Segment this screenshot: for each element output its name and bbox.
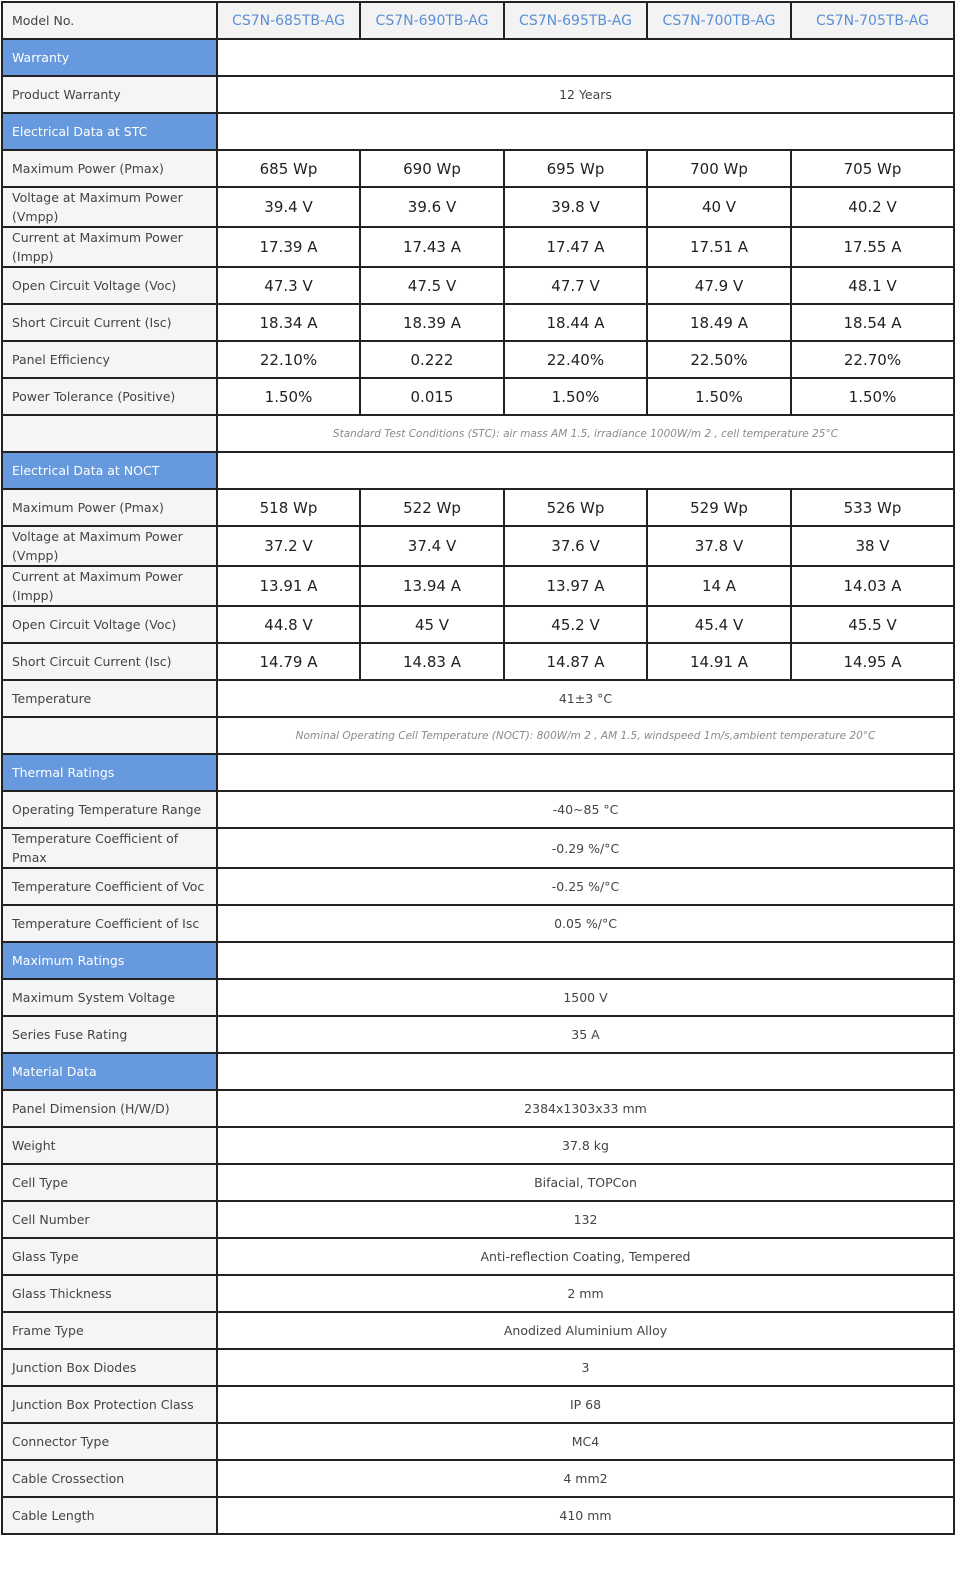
spec-value: 14.79 A	[217, 643, 360, 680]
section-header-row	[2, 452, 954, 489]
spec-value: 37.6 V	[504, 526, 647, 566]
model-name: CS7N-695TB-AG	[504, 2, 647, 39]
section-header-row	[2, 113, 954, 150]
spec-value: 12 Years	[217, 76, 954, 113]
spec-label: Temperature Coefficient of Voc	[2, 868, 217, 905]
spec-value: 14.91 A	[647, 643, 791, 680]
spec-label: Cable Crossection	[2, 1460, 217, 1497]
spec-value: 47.3 V	[217, 267, 360, 304]
spec-row	[2, 680, 954, 717]
spec-row	[2, 150, 954, 187]
spec-value: 14.83 A	[360, 643, 504, 680]
spec-value: 4 mm2	[217, 1460, 954, 1497]
spec-row	[2, 1312, 954, 1349]
spec-label: Maximum Power (Pmax)	[2, 150, 217, 187]
spec-value: 14.03 A	[791, 566, 954, 606]
spec-value: 47.5 V	[360, 267, 504, 304]
stc-note: Standard Test Conditions (STC): air mass AM 1.5, irradiance 1000W/m 2 , cell temperature 25°C	[217, 415, 954, 452]
spec-row	[2, 267, 954, 304]
spec-row	[2, 1127, 954, 1164]
section-header-row	[2, 1053, 954, 1090]
model-header-row	[2, 2, 954, 39]
spec-row	[2, 1016, 954, 1053]
spec-row	[2, 1275, 954, 1312]
spec-value: 17.43 A	[360, 227, 504, 267]
model-no-label: Model No.	[2, 2, 217, 39]
spec-row	[2, 868, 954, 905]
spec-label: Open Circuit Voltage (Voc)	[2, 606, 217, 643]
spec-value: 695 Wp	[504, 150, 647, 187]
spec-value: 45.2 V	[504, 606, 647, 643]
spec-row	[2, 1238, 954, 1275]
spec-label: Panel Efficiency	[2, 341, 217, 378]
spec-row	[2, 905, 954, 942]
spec-row	[2, 1423, 954, 1460]
spec-label: Frame Type	[2, 1312, 217, 1349]
spec-value: 18.49 A	[647, 304, 791, 341]
spec-value: 14.95 A	[791, 643, 954, 680]
spec-value: 47.7 V	[504, 267, 647, 304]
section-title-stc: Electrical Data at STC	[2, 113, 217, 150]
spec-value: -0.25 %/°C	[217, 868, 954, 905]
spec-label: Connector Type	[2, 1423, 217, 1460]
section-title-thermal: Thermal Ratings	[2, 754, 217, 791]
spec-value: 40 V	[647, 187, 791, 227]
spec-label: Temperature Coefficient of Pmax	[2, 828, 217, 868]
model-name: CS7N-700TB-AG	[647, 2, 791, 39]
spec-row	[2, 566, 954, 606]
spec-row	[2, 828, 954, 868]
spec-value: 13.91 A	[217, 566, 360, 606]
spec-row	[2, 489, 954, 526]
spec-value: 40.2 V	[791, 187, 954, 227]
spec-label: Temperature Coefficient of Isc	[2, 905, 217, 942]
spec-row	[2, 341, 954, 378]
spec-value: 685 Wp	[217, 150, 360, 187]
spec-label: Glass Type	[2, 1238, 217, 1275]
spec-label: Panel Dimension (H/W/D)	[2, 1090, 217, 1127]
spec-value: 13.97 A	[504, 566, 647, 606]
spec-value: 39.6 V	[360, 187, 504, 227]
spec-row	[2, 979, 954, 1016]
spec-value: -0.29 %/°C	[217, 828, 954, 868]
spec-value: 44.8 V	[217, 606, 360, 643]
spec-value: 39.8 V	[504, 187, 647, 227]
spec-label: Current at Maximum Power (Impp)	[2, 566, 217, 606]
spec-value: Bifacial, TOPCon	[217, 1164, 954, 1201]
spec-value: 529 Wp	[647, 489, 791, 526]
section-title-material: Material Data	[2, 1053, 217, 1090]
spec-value: 410 mm	[217, 1497, 954, 1534]
spec-value: Anti-reflection Coating, Tempered	[217, 1238, 954, 1275]
spec-value: 690 Wp	[360, 150, 504, 187]
spec-row	[2, 606, 954, 643]
spec-value: 1.50%	[504, 378, 647, 415]
spec-value: 1500 V	[217, 979, 954, 1016]
spec-row	[2, 187, 954, 227]
model-name: CS7N-690TB-AG	[360, 2, 504, 39]
spec-label: Power Tolerance (Positive)	[2, 378, 217, 415]
spec-value: 13.94 A	[360, 566, 504, 606]
spec-label: Glass Thickness	[2, 1275, 217, 1312]
spec-value: 37.4 V	[360, 526, 504, 566]
spec-table	[1, 1, 955, 1535]
spec-label: Junction Box Diodes	[2, 1349, 217, 1386]
spec-value: 39.4 V	[217, 187, 360, 227]
spec-value: MC4	[217, 1423, 954, 1460]
spec-value: 18.54 A	[791, 304, 954, 341]
spec-label: Product Warranty	[2, 76, 217, 113]
spec-label: Weight	[2, 1127, 217, 1164]
spec-label: Short Circuit Current (Isc)	[2, 304, 217, 341]
spec-value: Anodized Aluminium Alloy	[217, 1312, 954, 1349]
spec-row	[2, 1201, 954, 1238]
spec-value: 14.87 A	[504, 643, 647, 680]
spec-label: Series Fuse Rating	[2, 1016, 217, 1053]
spec-label: Voltage at Maximum Power (Vmpp)	[2, 187, 217, 227]
spec-value: 17.55 A	[791, 227, 954, 267]
spec-value: 22.50%	[647, 341, 791, 378]
spec-value: 17.47 A	[504, 227, 647, 267]
spec-label: Temperature	[2, 680, 217, 717]
note-row	[2, 415, 954, 452]
spec-value: 47.9 V	[647, 267, 791, 304]
section-title-noct: Electrical Data at NOCT	[2, 452, 217, 489]
spec-value: 14 A	[647, 566, 791, 606]
spec-value: 35 A	[217, 1016, 954, 1053]
spec-value: 18.44 A	[504, 304, 647, 341]
section-header-row	[2, 754, 954, 791]
spec-value: 0.015	[360, 378, 504, 415]
spec-label: Voltage at Maximum Power (Vmpp)	[2, 526, 217, 566]
spec-row	[2, 304, 954, 341]
spec-value: 22.40%	[504, 341, 647, 378]
spec-value: 22.10%	[217, 341, 360, 378]
spec-row	[2, 1386, 954, 1423]
section-header-row	[2, 39, 954, 76]
spec-value: 17.51 A	[647, 227, 791, 267]
spec-label: Cell Type	[2, 1164, 217, 1201]
spec-value: 45.4 V	[647, 606, 791, 643]
spec-row	[2, 643, 954, 680]
spec-row	[2, 1090, 954, 1127]
section-title-warranty: Warranty	[2, 39, 217, 76]
spec-label: Open Circuit Voltage (Voc)	[2, 267, 217, 304]
spec-row	[2, 1497, 954, 1534]
spec-label: Maximum System Voltage	[2, 979, 217, 1016]
section-header-row	[2, 942, 954, 979]
spec-value: 18.34 A	[217, 304, 360, 341]
spec-value: 526 Wp	[504, 489, 647, 526]
spec-label: Cable Length	[2, 1497, 217, 1534]
spec-value: 0.05 %/°C	[217, 905, 954, 942]
spec-value: 38 V	[791, 526, 954, 566]
spec-label: Cell Number	[2, 1201, 217, 1238]
section-title-max-ratings: Maximum Ratings	[2, 942, 217, 979]
spec-value: 2 mm	[217, 1275, 954, 1312]
spec-row	[2, 1164, 954, 1201]
spec-row	[2, 1460, 954, 1497]
spec-value: 533 Wp	[791, 489, 954, 526]
spec-value: 45 V	[360, 606, 504, 643]
spec-row	[2, 1349, 954, 1386]
spec-value: 37.8 V	[647, 526, 791, 566]
note-row	[2, 717, 954, 754]
noct-note: Nominal Operating Cell Temperature (NOCT): 800W/m 2 , AM 1.5, windspeed 1m/s,ambient temperature 20°C	[217, 717, 954, 754]
model-name: CS7N-705TB-AG	[791, 2, 954, 39]
spec-value: 700 Wp	[647, 150, 791, 187]
spec-value: 132	[217, 1201, 954, 1238]
spec-value: IP 68	[217, 1386, 954, 1423]
spec-label: Junction Box Protection Class	[2, 1386, 217, 1423]
spec-value: 2384x1303x33 mm	[217, 1090, 954, 1127]
spec-value: 0.222	[360, 341, 504, 378]
spec-label: Operating Temperature Range	[2, 791, 217, 828]
spec-value: 41±3 °C	[217, 680, 954, 717]
spec-value: -40~85 °C	[217, 791, 954, 828]
spec-value: 48.1 V	[791, 267, 954, 304]
spec-value: 1.50%	[791, 378, 954, 415]
spec-value: 705 Wp	[791, 150, 954, 187]
spec-label: Maximum Power (Pmax)	[2, 489, 217, 526]
spec-value: 522 Wp	[360, 489, 504, 526]
spec-value: 3	[217, 1349, 954, 1386]
spec-row	[2, 378, 954, 415]
spec-row	[2, 76, 954, 113]
spec-value: 1.50%	[647, 378, 791, 415]
spec-row	[2, 791, 954, 828]
spec-value: 37.8 kg	[217, 1127, 954, 1164]
spec-value: 22.70%	[791, 341, 954, 378]
spec-row	[2, 526, 954, 566]
model-name: CS7N-685TB-AG	[217, 2, 360, 39]
spec-value: 1.50%	[217, 378, 360, 415]
spec-row	[2, 227, 954, 267]
spec-label: Current at Maximum Power (Impp)	[2, 227, 217, 267]
spec-label: Short Circuit Current (Isc)	[2, 643, 217, 680]
spec-value: 518 Wp	[217, 489, 360, 526]
spec-value: 37.2 V	[217, 526, 360, 566]
spec-value: 45.5 V	[791, 606, 954, 643]
spec-value: 17.39 A	[217, 227, 360, 267]
spec-value: 18.39 A	[360, 304, 504, 341]
